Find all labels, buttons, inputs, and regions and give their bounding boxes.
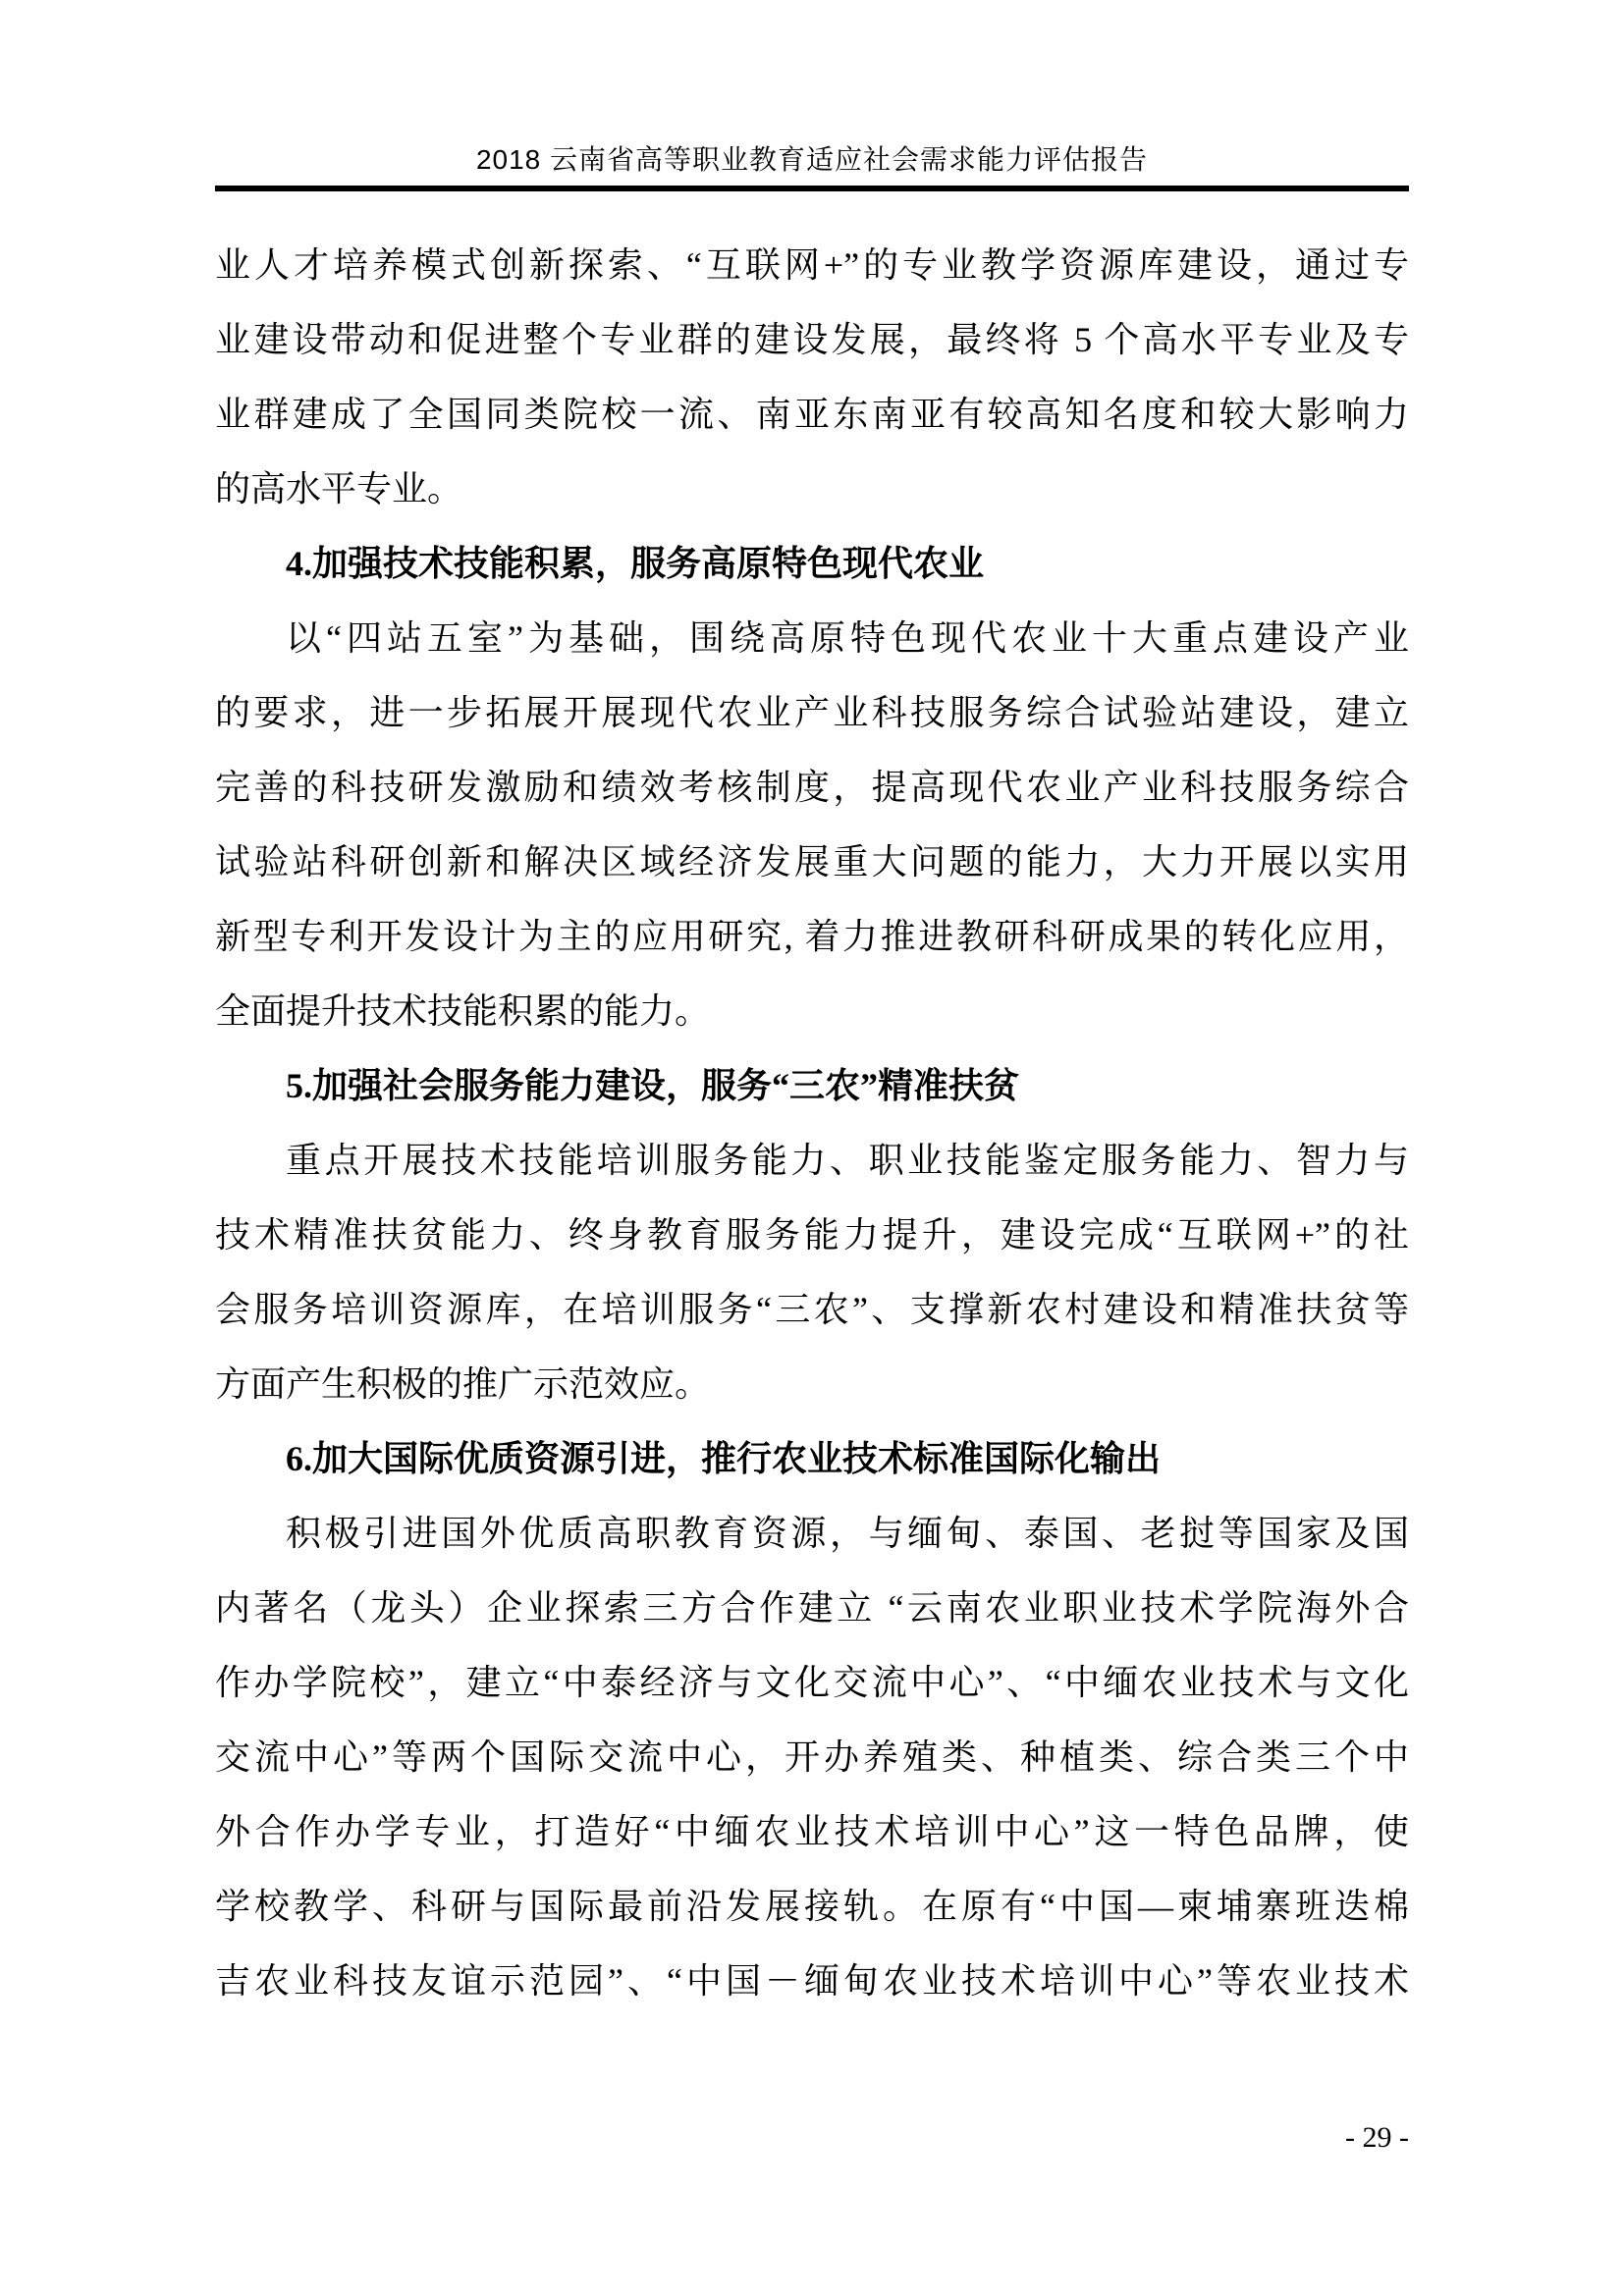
para-line: 的要求，进一步拓展开展现代农业产业科技服务综合试验站建设，建立: [215, 693, 1409, 732]
para-line: 业建设带动和促进整个专业群的建设发展，最终将 5 个高水平专业及专: [215, 320, 1409, 359]
para-line: 方面产生积极的推广示范效应。: [215, 1364, 711, 1404]
para-line: 业群建成了全国同类院校一流、南亚东南亚有较高知名度和较大影响力: [215, 395, 1409, 434]
para-line: 业人才培养模式创新探索、“互联网+”的专业教学资源库建设，通过专: [215, 245, 1409, 285]
para-line: 内著名（龙头）企业探索三方合作建立 “云南农业职业技术学院海外合: [215, 1588, 1409, 1628]
para-line: 试验站科研创新和解决区域经济发展重大问题的能力，大力开展以实用: [215, 842, 1409, 881]
section-heading-6: 6.加大国际优质资源引进，推行农业技术标准国际化输出: [286, 1439, 1162, 1478]
para-line: 完善的科技研发激励和绩效考核制度，提高现代农业产业科技服务综合: [215, 768, 1409, 807]
para-line: 外合作办学专业，打造好“中缅农业技术培训中心”这一特色品牌，使: [215, 1812, 1409, 1851]
para-line: 会服务培训资源库，在培训服务“三农”、支撑新农村建设和精准扶贫等: [215, 1290, 1409, 1329]
para-line: 积极引进国外优质高职教育资源，与缅甸、泰国、老挝等国家及国: [286, 1514, 1409, 1553]
page-body: [215, 228, 1409, 2018]
header-rule: [215, 186, 1409, 191]
header-title: 2018 云南省高等职业教育适应社会需求能力评估报告: [475, 144, 1149, 175]
para-line: 新型专利开发设计为主的应用研究, 着力推进教研科研成果的转化应用，: [215, 917, 1409, 956]
page-header: [215, 143, 1409, 191]
para-line: 的高水平专业。: [215, 469, 463, 508]
section-heading-4: 4.加强技术技能积累，服务高原特色现代农业: [286, 544, 985, 583]
para-line: 重点开展技术技能培训服务能力、职业技能鉴定服务能力、智力与: [286, 1141, 1409, 1180]
para-line: 作办学院校”，建立“中泰经济与文化交流中心”、“中缅农业技术与文化: [215, 1663, 1409, 1702]
para-line: 吉农业科技友谊示范园”、“中国－缅甸农业技术培训中心”等农业技术: [215, 1961, 1409, 2001]
para-line: 技术精准扶贫能力、终身教育服务能力提升，建设完成“互联网+”的社: [215, 1215, 1409, 1255]
para-line: 全面提升技术技能积累的能力。: [215, 991, 711, 1031]
page-number: - 29 -: [1345, 2121, 1409, 2154]
para-line: 以“四站五室”为基础，围绕高原特色现代农业十大重点建设产业: [286, 618, 1409, 658]
section-heading-5: 5.加强社会服务能力建设，服务“三农”精准扶贫: [286, 1066, 1020, 1105]
page-footer: [215, 2116, 1409, 2160]
para-line: 学校教学、科研与国际最前沿发展接轨。在原有“中国—柬埔寨班迭棉: [215, 1887, 1409, 1926]
para-line: 交流中心”等两个国际交流中心，开办养殖类、种植类、综合类三个中: [215, 1737, 1409, 1777]
